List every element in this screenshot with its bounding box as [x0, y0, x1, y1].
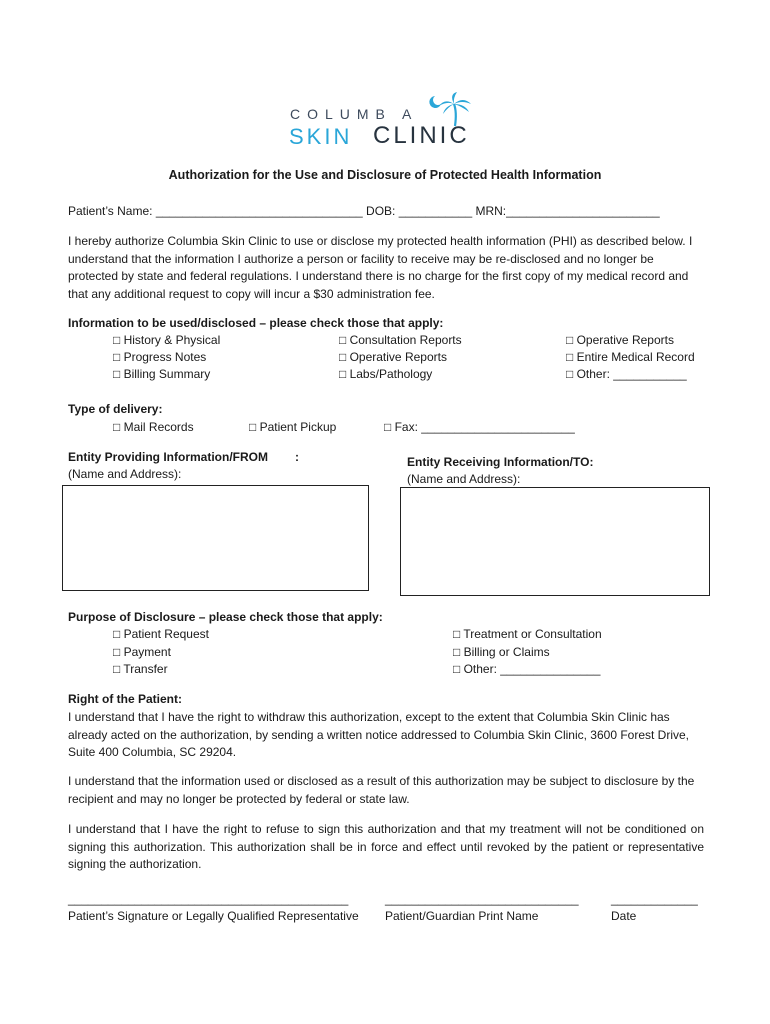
checkbox-info-other[interactable]: □ Other: ___________ [566, 367, 687, 381]
checkbox-operative-reports-right[interactable]: □ Operative Reports [566, 333, 674, 347]
rights-paragraph-redisclosure: I understand that the information used or disclosed as a result of this authorization may be subject to disclosure by the recipient and may no longer be protected by federal or state law. [68, 774, 695, 806]
date-label: Date [611, 909, 637, 923]
logo-line1: COLUMB A [290, 106, 419, 122]
checkbox-billing-claims[interactable]: □ Billing or Claims [453, 645, 550, 659]
checkbox-treatment-consultation[interactable]: □ Treatment or Consultation [453, 627, 602, 641]
checkbox-payment[interactable]: □ Payment [113, 645, 171, 659]
date-line[interactable]: _____________ [611, 892, 698, 906]
checkbox-consultation-reports[interactable]: □ Consultation Reports [339, 333, 462, 347]
signature-line[interactable]: __________________________________________ [68, 892, 349, 906]
patient-info-line[interactable]: Patient’s Name: _______________________________ DOB: ___________ MRN:_______________________ [68, 204, 660, 218]
checkbox-billing-summary[interactable]: □ Billing Summary [113, 367, 211, 381]
from-entity-subtitle: (Name and Address): [68, 467, 182, 481]
checkbox-mail-records[interactable]: □ Mail Records [113, 420, 194, 434]
checkbox-history-physical[interactable]: □ History & Physical [113, 333, 221, 347]
form-title: Authorization for the Use and Disclosure of Protected Health Information [168, 168, 602, 182]
rights-heading: Right of the Patient: [68, 692, 182, 706]
clinic-logo [285, 92, 485, 154]
purpose-heading: Purpose of Disclosure – please check those that apply: [68, 610, 383, 624]
checkbox-entire-medical-record[interactable]: □ Entire Medical Record [566, 350, 695, 364]
to-entity-box[interactable] [400, 487, 710, 596]
checkbox-transfer[interactable]: □ Transfer [113, 662, 168, 676]
authorization-statement: I hereby authorize Columbia Skin Clinic to use or disclose my protected health information (PHI) as described below. I understand that the information I authorize a person or facility to receive may be re-disclosed and no longer be protected by state and federal regulations. I understand there is no charge for the first copy of my medical record and that any additional request to copy will incur a $30 administration fee. [68, 234, 693, 301]
from-entity-box[interactable] [62, 485, 369, 591]
checkbox-labs-pathology[interactable]: □ Labs/Pathology [339, 367, 433, 381]
rights-paragraph-withdraw: I understand that I have the right to withdraw this authorization, except to the extent that Columbia Skin Clinic has already acted on the authorization, by sending a written notice addressed to Columbia Skin Clinic, 3600 Forest Drive, Suite 400 Columbia, SC 29204. [68, 710, 690, 759]
from-entity-colon: : [295, 450, 299, 464]
checkbox-purpose-other[interactable]: □ Other: _______________ [453, 662, 601, 676]
to-entity-heading: Entity Receiving Information/TO: [407, 455, 594, 469]
checkbox-patient-pickup[interactable]: □ Patient Pickup [249, 420, 337, 434]
from-entity-heading: Entity Providing Information/FROM [68, 450, 268, 464]
checkbox-patient-request[interactable]: □ Patient Request [113, 627, 209, 641]
print-name-line[interactable]: _____________________________ [385, 892, 579, 906]
delivery-heading: Type of delivery: [68, 402, 163, 416]
checkbox-fax[interactable]: □ Fax: _______________________ [384, 420, 575, 434]
to-entity-subtitle: (Name and Address): [407, 472, 521, 486]
print-name-label: Patient/Guardian Print Name [385, 909, 539, 923]
checkbox-progress-notes[interactable]: □ Progress Notes [113, 350, 207, 364]
checkbox-operative-reports-mid[interactable]: □ Operative Reports [339, 350, 447, 364]
palm-moon-icon [427, 92, 479, 128]
rights-paragraph-refuse: I understand that I have the right to refuse to sign this authorization and that my treatment will not be conditioned on signing this authorization. This authorization shall be in force and effect until revoked by the patient or representative signing the authorization. [68, 822, 704, 871]
info-section-heading: Information to be used/disclosed – please check those that apply: [68, 316, 444, 330]
logo-word-clinic: CLINIC [373, 122, 470, 149]
logo-word-skin: SKIN [289, 124, 353, 149]
signature-label: Patient’s Signature or Legally Qualified Representative [68, 909, 359, 923]
